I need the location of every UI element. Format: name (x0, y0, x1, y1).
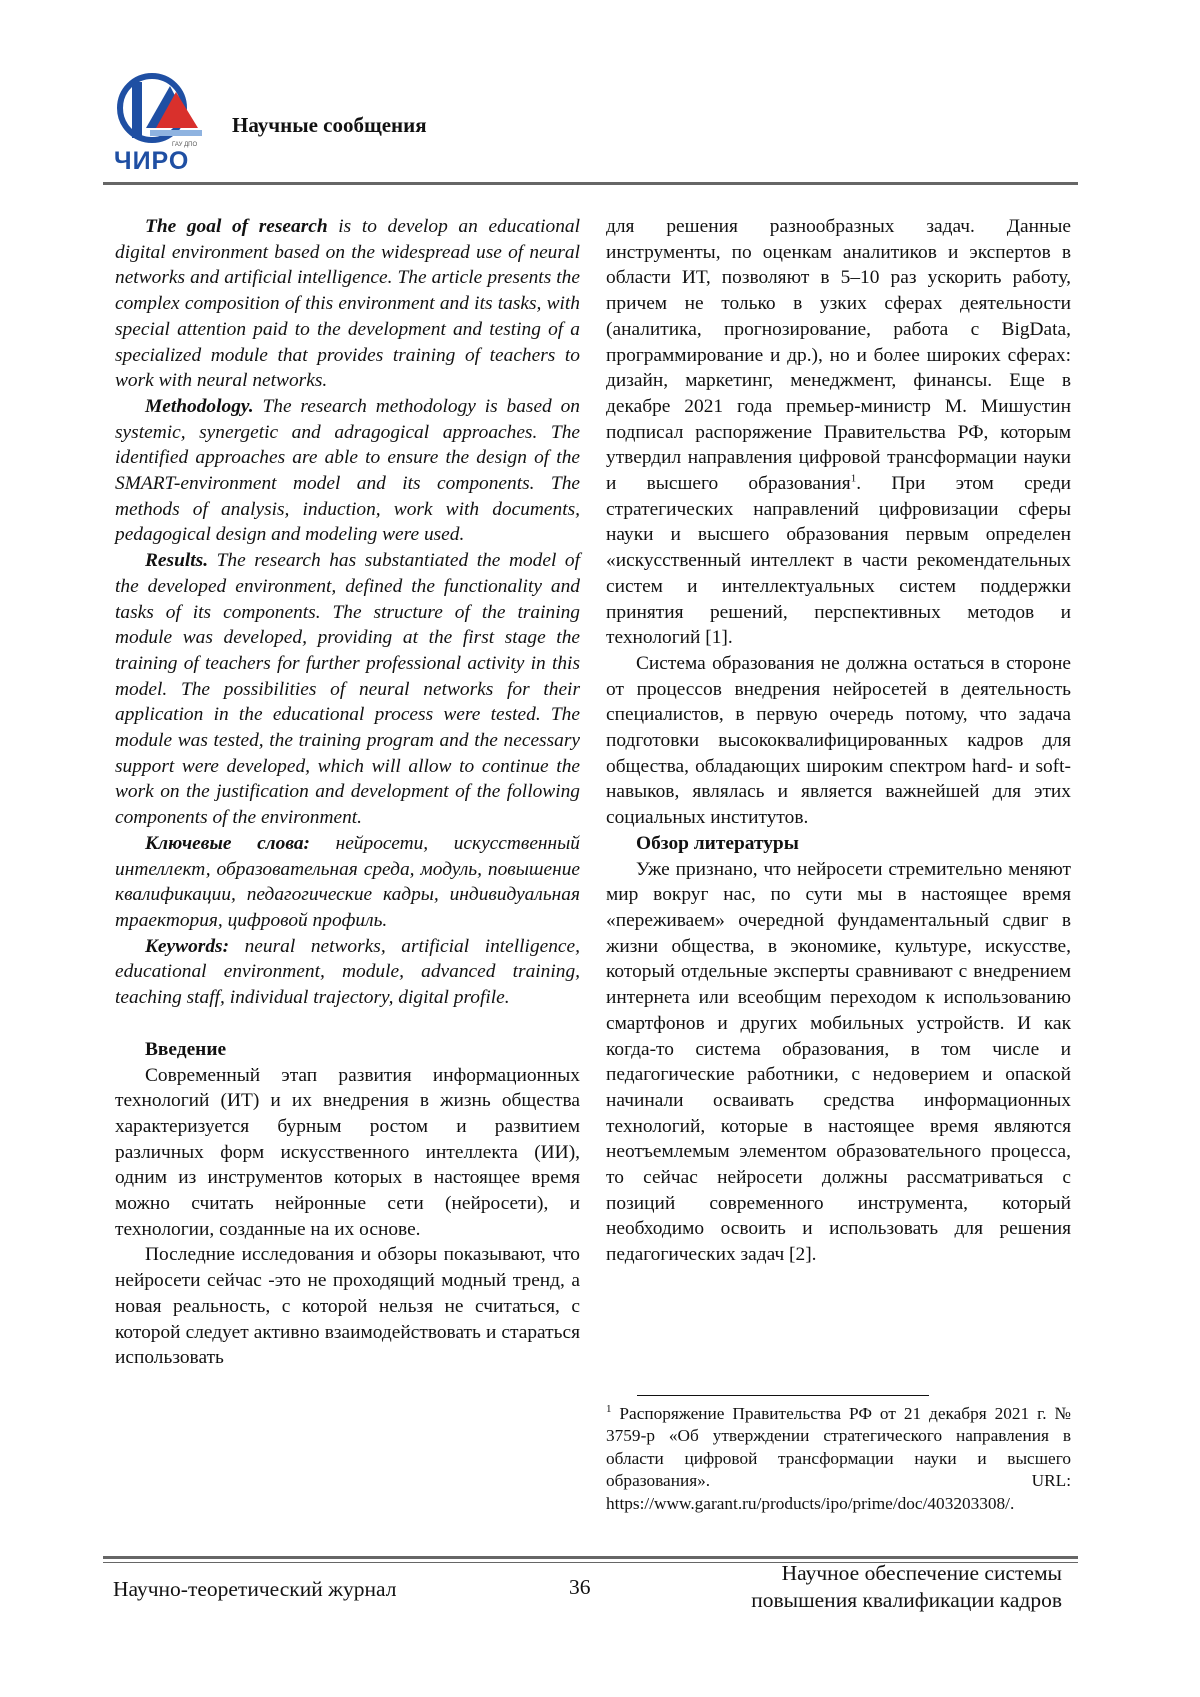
right-p1-part1: для решения разнообразных задач. Данные инструменты, по оценкам аналитиков и экспертов в области ИТ, позволяют в 5–10 раз ускорить работу, причем не только в узких сферах деятельности (аналитика, прогнозирование, работа с BigData, программирование и др.), но и более широких сферах: дизайн, маркетинг, менеджмент, финансы. Еще в декабре 2021 года премьер-министр М. Мишустин подписал распоряжение Правительства РФ, которым утвердил направления цифровой трансформации науки и высшего образования (606, 216, 1071, 495)
methodology-lead: Methodology. (145, 395, 254, 417)
keywords-ru (115, 831, 580, 934)
header-divider (103, 182, 1078, 185)
results-lead: Results. (145, 550, 209, 572)
footnote-text: Распоряжение Правительства РФ от 21 декабря 2021 г. № 3759-р «Об утверждении стратегического направления в области цифровой трансформации науки и высшего образования». URL: https://www.garant.ru/products/ipo/prime/doc/403203308/. (606, 1404, 1071, 1513)
footer-journal-type: Научно-теоретический журнал (113, 1577, 397, 1601)
results-text: The research has substantiated the model of the developed environment, defined the functionality and tasks of its components. The structure of the training module was developed, providing at the first stage the training of teachers for further professional activity in this model. The possibilities of neural networks for their application in the educational process were tested. The module was tested, the training program and the necessary support were developed, which will allow to continue the work on the justification and development of the following components of the environment. (115, 550, 580, 829)
intro-paragraph-1: Современный этап развития информационных технологий (ИТ) и их внедрения в жизнь общества характеризуется бурным ростом и развитием различных форм искусственного интеллекта (ИИ), одним из инструментов которых в настоящее время можно считать нейронные сети (нейросети), и технологии, созданные на их основе. (115, 1064, 580, 1240)
footnote-reference[interactable]: 1 (850, 472, 857, 485)
left-column (115, 214, 580, 1371)
page-number: 36 (569, 1575, 591, 1599)
right-paragraph-3: Уже признано, что нейросети стремительно меняют мир вокруг нас, по сути мы в настоящее время «переживаем» очередной фундаментальный сдвиг в жизни общества, в экономике, культуре, искусстве, который отдельные эксперты сравнивают с внедрением интернета или всеобщим переходом к использованию смартфонов и других мобильных устройств. И как когда-то система образования, в том числе и педагогические работники, с недоверием и опаской начинали осваивать средства информационных технологий, которые в настоящее время являются неотъемлемым элементом образовательного процесса, то сейчас нейросети должны рассматриваться с позиций современного инструмента, который необходимо освоить и использовать для решения педагогических задач [2]. (606, 858, 1071, 1266)
footer-journal-name-line2: повышения квалификации кадров (751, 1588, 1062, 1612)
literature-heading: Обзор литературы (636, 832, 799, 854)
footnote (606, 1403, 1071, 1515)
intro-heading: Введение (145, 1038, 227, 1060)
methodology-text: The research methodology is based on systemic, synergetic and adragogical approaches. The identified approaches are able to ensure the design of the SMART-environment model and its components. The methods of analysis, induction, work with documents, pedagogical design and modeling were used. (115, 395, 580, 546)
right-paragraph-1 (606, 214, 1071, 651)
right-column (606, 214, 1071, 1268)
right-paragraph-2: Система образования не должна остаться в стороне от процессов внедрения нейросетей в деятельность специалистов, в первую очередь потому, что задача подготовки высококвалифицированных кадров для общества, обладающих широким спектром hard- и soft-навыков, являлась и является важнейшей для этих социальных институтов. (606, 652, 1071, 829)
goal-text: is to develop an educational digital environment based on the widespread use of neural networks and artificial intelligence. The article presents the complex composition of this environment and its tasks, with special attention paid to the development and testing of a specialized module that provides training of teachers to work with neural networks. (115, 216, 580, 392)
keywords-en (115, 934, 580, 1011)
keywords-en-text: neural networks, artificial intelligence, educational environment, module, advanced training, teaching staff, individual trajectory, digital profile. (115, 935, 580, 1009)
footer-divider (103, 1556, 1078, 1559)
abstract-goal (115, 214, 580, 394)
section-title: Научные сообщения (232, 113, 427, 137)
goal-lead: The goal of research (145, 216, 328, 237)
footnote-divider (637, 1395, 929, 1396)
abstract-results (115, 548, 580, 831)
keywords-ru-text: нейросети, искусственный интеллект, образовательная среда, модуль, повышение квалификации, педагогические кадры, индивидуальная траектория, цифровой профиль. (115, 832, 580, 931)
footer-journal-name (751, 1560, 1062, 1614)
keywords-ru-lead: Ключевые слова: (145, 832, 311, 854)
logo-small-text: ГАУ ДПО (172, 142, 198, 148)
intro-paragraph-2: Последние исследования и обзоры показывают, что нейросети сейчас -это не проходящий модный тренд, а новая реальность, с которой нельзя не считаться, с которой следует активно взаимодействовать и стараться использовать (115, 1244, 580, 1369)
keywords-en-lead: Keywords: (145, 935, 230, 957)
logo-text: ЧИРО (114, 147, 190, 175)
footer-journal-name-line1: Научное обеспечение системы (781, 1561, 1062, 1585)
abstract-methodology (115, 394, 580, 548)
right-p1-part2: . При этом среди стратегических направлений цифровизации сферы науки и высшего образования первым определен «искусственный интеллект в части рекомендательных систем и интеллектуальных систем поддержки принятия решений, перспективных методов и технологий [1]. (606, 473, 1072, 649)
footnote-number: 1 (606, 1403, 612, 1416)
logo-emblem-icon (112, 70, 212, 150)
